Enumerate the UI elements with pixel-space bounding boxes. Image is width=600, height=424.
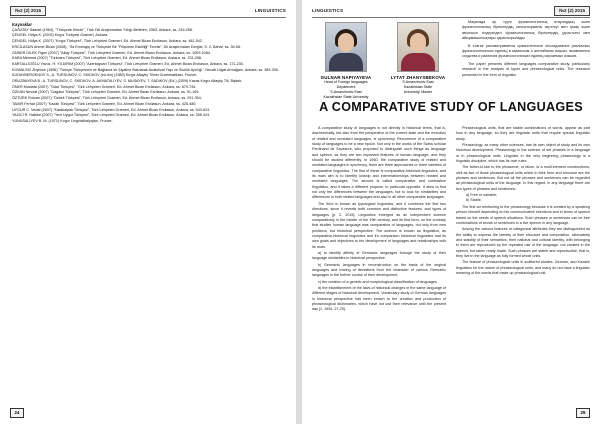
abstract-kazakh: Мақалада әр түрлі фразеологиялық атаулардың және фразеологиялық бірліктердің салыстырмалы зерттеуі мен қазақ және ағылшын тілдеріндегі фразеологиялық бірліктердің ұқсастығы мен айырмашылықтары қарастырылады. bbox=[462, 20, 590, 41]
paragraph: b) Germanic languages in reconstruction on the basis of the original languages and tracing of deviations from the character of various Germanic languages in the further course of their development. bbox=[312, 262, 446, 278]
abstract-english: The paper presents different languages comparative study, particularly research in the analysis of types and phraseological units. The research presented in the form of linguistic. bbox=[462, 61, 590, 77]
right-page bbox=[302, 0, 600, 424]
page-number: 24 bbox=[10, 408, 24, 418]
article-column-1 bbox=[312, 126, 446, 314]
references-list bbox=[12, 22, 284, 125]
reference-entry: ÖNER Mustafa (2007) "Tatar Türkçesi", Türk Lehçeleri Grameri, Ed. Ahmet Bican Ercilasun, Ankara, ss. 679-745. bbox=[12, 84, 197, 89]
reference-entry: GÜNER DİLEK Figen (2007) "Altay Türkçesi", Türk Lehçeleri Grameri, Ed. Ahmet Bican Ercilasun, Ankara, ss. 1009-1084. bbox=[12, 50, 211, 55]
left-running-header bbox=[10, 5, 286, 18]
article-body bbox=[312, 126, 590, 406]
paragraph: The father-in-law to the phraseme, or idiom, is a multi-element constructions, well as two of those phraseological units which in their form and structure are the phrases and sentences. But not all the phrases and sentences can be regarded as phraseological units of the language. In this regard, in any language there are two types of phrases and sentences: bbox=[456, 165, 590, 191]
reference-entry: KUDAYBERGENOV S., A. TURSUNOV, C. SKIDKOV (ed.len) (1980) Kırgız Altayky Tilinin Grammatikası, Frunze. bbox=[12, 73, 198, 78]
author-name: GULNAR NAPIYAYEVA bbox=[320, 75, 372, 80]
author-affiliation: S.Amanzholov East bbox=[330, 89, 362, 94]
author-card bbox=[390, 22, 446, 95]
author-affiliation: University, Master bbox=[403, 89, 433, 94]
issue-badge: №2 (2) 2015 bbox=[554, 6, 590, 16]
reference-entry: YAZICI R. Habibe (2007) "Yeni Uygur Türkçesi", Türk Lehçeleri Grameri, Ed. Ahmet Bican Ercilasun, Ankara, ss. 355-424. bbox=[12, 113, 211, 118]
reference-entry: ÖZTÜRK Rıdvan (2007) "Özbek Türkçesi", Türk Lehçeleri Grameri, Ed. Ahmet Bican Ercilasun, Ankara, ss. 291-354. bbox=[12, 96, 202, 101]
reference-entry: ÇAĞATAY Saadet (1964), "Türkçede Kimdir", Türk Dili Araştırmaları Yıllığı-Belleten, 1963, Ankara, ss. 245-258. bbox=[12, 27, 193, 32]
paragraph: Phraseology, as many other sciences, has its own object of study and its own historical development. Phraseology is the science of set phrases in a language or in phraseological units. Linguists in the very beginning phraseology is a linguistic discipline, which has its own rules. bbox=[456, 143, 590, 164]
reference-entry: TAMİR Ferhat (2007) "Kazak Türkçesi", Türk Lehçeleri Grameri, Ed. Ahmet Bican Ercilasun, Ankara, ss. 425-480. bbox=[12, 101, 197, 106]
paragraph: Among the various features or categorical attributes they are distinguished as the ability to express the identity of their structure and composition, idiomaticity and stability of their semantics, their national and cultural identity, with belonging to them are reproduced by the repeated use of the language, not created in the speech, but taken ready made. Such phrases are stable and reproducible, that is, they live in the language as fully formed whole units. bbox=[456, 227, 590, 258]
paragraph: d) the establishment of the laws of historical changes in the same language of different stages of historical development. Vocabulary study of German languages in historical perspective has been known to the creation and production of phraseological dictionaries, which have not lost their relevance until the present day [1, 1994, 27-29]. bbox=[312, 285, 446, 312]
paragraph: c) the creation of a genetic and morphological classification of languages. bbox=[318, 279, 438, 284]
reference-entry: ÖZKAN Nevzat (2007) "Gagauz Türkçesi", Türk Lehçeleri Grameri, Ed. Ahmet Bican Ercilasun, Ankara, ss. 91-169. bbox=[12, 90, 200, 95]
reference-entry: KARA Mehmet (2007) "Türkmen Türkçesi", Türk Lehçeleri Grameri, Ed. Ahmet Bican Ercilasun, Ankara, ss. 231-298. bbox=[12, 56, 203, 61]
paragraph: The first ad reinforcing to the phraseology because it is created by a speaking person himself depending on his communicative intentions and in terms of speech based on the needs of speech situations. Such phrases or sentences can be free combinations of words or sentences in a live speech in any language. bbox=[456, 204, 590, 225]
author-name: LYTAT ZHANYSBEKOVA bbox=[390, 75, 446, 80]
list-item: a) Free or variable; bbox=[466, 193, 498, 198]
author-card bbox=[318, 22, 374, 99]
issue-badge: №2 (2) 2015 bbox=[10, 6, 46, 16]
right-running-header bbox=[312, 5, 590, 18]
paragraph: The third is known as typological linguistics, and it combines the first two directions, since it reveals both common and distinctive features, and types of languages [p. 2, 2015]. Linguistics emerged as an independent science comparatively in the middle of the 19th century, and its first form, on the contrary that studies human language was comparative of languages, not only from new positions, but historical perspective. The science is known as linguistics, as comparative-historical linguistics and it's comparison historical linguistics had its own goals and objectives to the development of languages and relationships with its roots. bbox=[312, 201, 446, 249]
paragraph: a) to identify affinity of Germanic languages through the study of their language similarities in historical perspective. bbox=[312, 250, 446, 261]
section-title: LINGUISTICS bbox=[254, 8, 286, 13]
paragraph: Phraseological units, that are stable combinations of words, appear as part how in any language, so they are linguistic units that require special linguistic study. bbox=[456, 126, 590, 141]
author-affiliation: Head of Foreign languages bbox=[324, 80, 368, 85]
abstract-block bbox=[462, 20, 590, 80]
reference-entry: UYGUR C. Vedat (2007) "Karakalpak Türkçesi", Türk Lehçeleri Grameri, Ed. Ahmet Bican Ercilasun, Ankara, ss. 543-624. bbox=[12, 107, 211, 112]
reference-entry: ÇENGEL Hülya K. (2003) Kırgız Türkçesi Grameri, Ankara. bbox=[12, 33, 109, 38]
reference-entry: KOWALSKİ Zbyniow (1996) "Türkiye Türkçesinin ve Bağlama ve Şiyatine Bakılarak Anatolical Yapı ve Sözlük Ayrılığı", Necati Lügat Armağanı, Ankara, ss. 389-395. bbox=[12, 67, 279, 72]
page-number: 25 bbox=[576, 408, 590, 418]
reference-entry: ÇENGEL Hülya K. (2007) "Kırgız Türkçesi", Türk Lehçeleri Grameri, Ed. Ahmet Bican Ercilasun, Ankara, ss. 481-542. bbox=[12, 39, 203, 44]
section-title: LINGUISTICS bbox=[312, 8, 344, 13]
left-page bbox=[0, 0, 296, 424]
author-affiliation: Kazakhstan State University bbox=[323, 94, 369, 99]
article-title: A COMPARATIVE STUDY OF LANGUAGES bbox=[319, 100, 583, 114]
paragraph: The feature of phraseological units in scattered studies. German, and Kazakh linguistics for the nature of phraseological units, and many do not have a linguistic meaning of the words that make up phraseological unit. bbox=[456, 260, 590, 275]
author-affiliation: S.Amanzholov East bbox=[402, 80, 434, 85]
reference-entry: ORUZBAYEVA B., A. TURSUNOV, C. SKIDKOV, A. AKMATALIYEV, S. MUSAYEV, T. SADIKOV (Ed.) (2009) Kazak Kırgız Altayky Tili, Bişkek. bbox=[12, 79, 243, 84]
author-photo-1 bbox=[325, 22, 367, 72]
reference-entry: YUNUSALİYEV B. M. (1971) Kırgız Lingvistikalyqtarı, Frunze. bbox=[12, 118, 113, 123]
reference-entry: ERCİLASUN Ahmet Bican (2008), "Ла Елліндің ve Türkçede Bir "Fiilşürme Eskilliği" Teorisi", Dil Araştırmaları Dergisi, S. 2, Bahar, ss. 35-58. bbox=[12, 44, 241, 49]
paragraph: A comparative study of languages is not directly in historical terms, that is, diachronically, but also from the perspective of the current state and the evolution of related and unrelated languages, ie synchrony. Recurrence of a comparative study of languages to be a new epoch. Not only in the works of the Swiss scholar Ferdinand de Saussure, who proposed to distinguish such things as language and speech, as they are two important features of human language, and they should be studied differently. In 1960, the comparative study of related and unrelated languages in synchrony, there are three approaches or three varieties of comparative linguistics. The first of these is comparative-historical linguistics, and its main aim is to identify kinship and interrelationships between related and unrelated languages. The second is called comparative and contrastive linguistics, and it takes a different purpose, in particular opposite. It aims to find not only the differences between the languages, but to look for similarities and differences in both related languages and also in all other comparable languages. bbox=[312, 126, 446, 200]
author-affiliation: Kazakhstan State bbox=[403, 85, 433, 89]
article-column-2 bbox=[456, 126, 590, 277]
author-affiliation: Department bbox=[336, 85, 356, 89]
references-heading: Kaynaklar bbox=[12, 22, 33, 27]
phrase-types-list bbox=[466, 193, 590, 204]
abstract-russian: В статье рассматривается сравнительное исследование различных фразеологических единиц в казахском и английском языках, выявляются сходства и различия фразеологических единиц изучаемых языков. bbox=[462, 43, 590, 59]
author-photo-2 bbox=[397, 22, 439, 72]
reference-entry: KARTALLIOĞLU Yavuz, H. YILDIRIM (2007) "Azerbaycan Türkçesi", Türk Lehçeleri Grameri, Ed. Ahmet Bican Ercilasun, Ankara, ss. 171-230. bbox=[12, 61, 244, 66]
list-item: b) Stable. bbox=[466, 198, 482, 203]
